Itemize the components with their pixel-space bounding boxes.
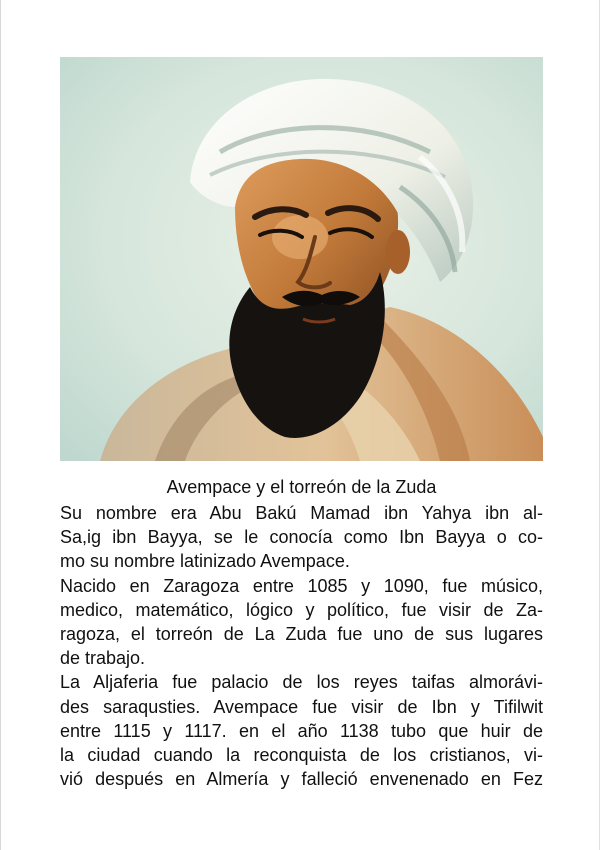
ear-shape (386, 230, 410, 274)
body-line: vió después en Almería y falleció envenenado en Fez (60, 769, 543, 790)
body-line: la ciudad cuando la reconquista de los cristianos, vi- (60, 744, 543, 765)
body-line: des saraqusties. Avempace fue visir de Ibn y Tifilwit (60, 696, 543, 717)
body-line: Su nombre era Abu Bakú Mamad ibn Yahya ibn al- (60, 503, 543, 523)
body-line: Sa,ig ibn Bayya, se le conocía como Ibn Bayya o co- (60, 527, 543, 548)
body-line: entre 1115 y 1117. en el año 1138 tubo que huir de (60, 720, 543, 741)
body-line: medico, matemático, lógico y político, fue visir de Za- (60, 599, 543, 620)
article-title: Avempace y el torreón de la Zuda (166, 477, 437, 497)
body-line: mo su nombre latinizado Avempace. (60, 551, 350, 572)
portrait-illustration (60, 57, 543, 461)
body-line: ragoza, el torreón de La Zuda fue uno de sus lugares (60, 623, 543, 644)
body-line: Nacido en Zaragoza entre 1085 y 1090, fue músico, (60, 575, 543, 596)
body-line: La Aljaferia fue palacio de los reyes taifas almorávi- (60, 672, 543, 693)
body-line: de trabajo. (60, 648, 146, 669)
portrait-svg (60, 57, 543, 461)
article-body (60, 501, 543, 791)
